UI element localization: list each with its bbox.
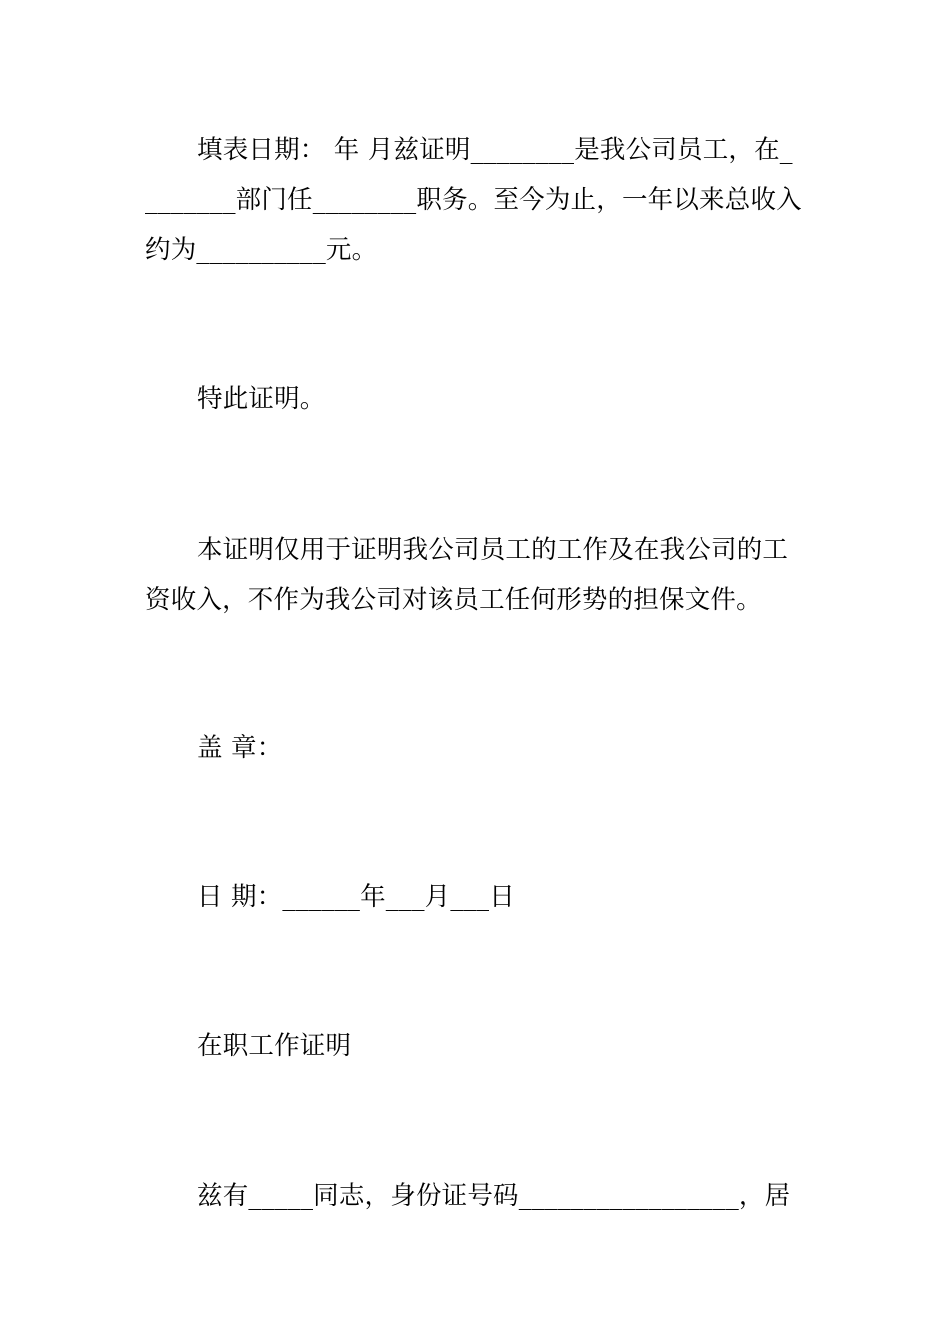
form-date-and-employee-line: 填表日期： 年 月兹证明________是我公司员工，在_ — [197, 135, 793, 165]
date-line: 日 期：______年___月___日 — [197, 882, 515, 912]
purpose-statement-line-2: 资收入，不作为我公司对该员工任何形势的担保文件。 — [145, 585, 762, 615]
section-title: 在职工作证明 — [197, 1031, 352, 1061]
purpose-statement-line-1: 本证明仅用于证明我公司员工的工作及在我公司的工 — [197, 535, 789, 565]
department-position-line: _______部门任________职务。至今为止，一年以来总收入 — [145, 185, 802, 215]
seal-line: 盖 章： — [197, 733, 283, 763]
hereby-certify-line: 特此证明。 — [197, 384, 326, 414]
income-line: 约为__________元。 — [145, 235, 378, 265]
certificate-intro-line: 兹有_____同志，身份证号码_________________，居 — [197, 1181, 791, 1211]
